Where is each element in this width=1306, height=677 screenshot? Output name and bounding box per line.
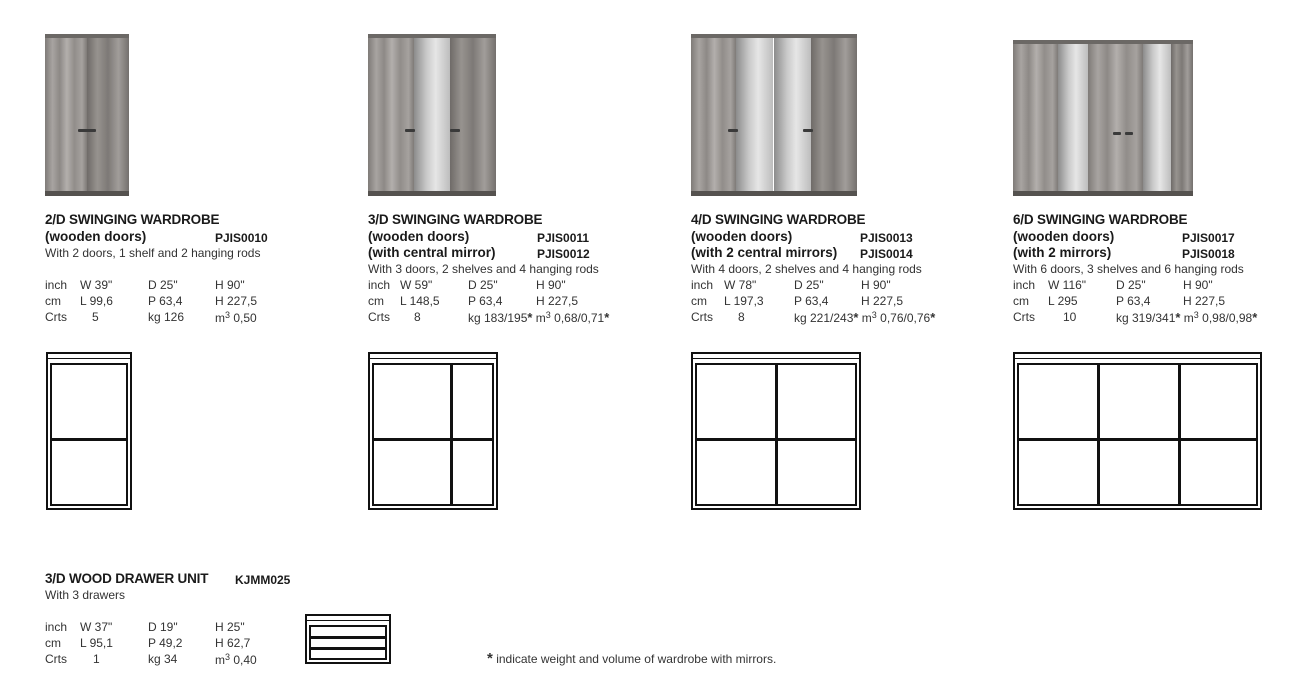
asterisk-mark: * bbox=[930, 310, 936, 325]
asterisk-mark: * bbox=[527, 310, 533, 325]
width-value: L 197,3 bbox=[724, 294, 764, 308]
wardrobe-4d-diagram bbox=[691, 352, 861, 510]
weight-value: kg 126 bbox=[148, 310, 185, 324]
volume-number: 0,50 bbox=[233, 311, 257, 325]
depth-value: D 25" bbox=[1116, 278, 1146, 292]
drawer-unit-code: KJMM025 bbox=[235, 573, 291, 587]
volume-number: 0,40 bbox=[233, 653, 257, 667]
height-value: H 25" bbox=[215, 620, 245, 634]
crts-label: Crts bbox=[691, 310, 713, 324]
product-variant-2: (with 2 mirrors) bbox=[1013, 245, 1112, 260]
product-variant-1: (wooden doors) bbox=[45, 229, 147, 244]
volume-unit-sup: 3 bbox=[1193, 310, 1199, 320]
unit-label: inch bbox=[1013, 278, 1036, 292]
door-panel bbox=[695, 439, 777, 506]
unit-label: inch bbox=[45, 278, 68, 292]
product-description: With 6 doors, 3 shelves and 6 hanging rods bbox=[1013, 262, 1244, 276]
door-panel bbox=[1017, 363, 1099, 440]
product-code-1: PJIS0011 bbox=[537, 231, 590, 245]
footnote-text: indicate weight and volume of wardrobe with mirrors. bbox=[496, 652, 777, 666]
wardrobe-6d-diagram bbox=[1013, 352, 1262, 510]
width-value: L 99,6 bbox=[80, 294, 113, 308]
footnote bbox=[487, 650, 776, 667]
volume-number: 0,98/0,98 bbox=[1202, 311, 1253, 325]
product-variant-2: (with central mirror) bbox=[368, 245, 496, 260]
width-value: L 295 bbox=[1048, 294, 1078, 308]
door-panel bbox=[50, 439, 128, 506]
unit-label: cm bbox=[691, 294, 707, 308]
product-description: With 2 doors, 1 shelf and 2 hanging rods bbox=[45, 246, 261, 260]
weight-value: kg 34 bbox=[148, 652, 178, 666]
volume-number: 0,76/0,76 bbox=[880, 311, 931, 325]
unit-label: inch bbox=[45, 620, 68, 634]
volume-unit: m bbox=[215, 311, 225, 325]
volume-unit-sup: 3 bbox=[225, 310, 231, 320]
depth-value: D 25" bbox=[794, 278, 824, 292]
door-panel bbox=[1179, 439, 1258, 506]
door-panel bbox=[50, 363, 128, 440]
asterisk-mark: * bbox=[1175, 310, 1181, 325]
volume-number: 0,68/0,71 bbox=[554, 311, 605, 325]
depth-value: P 63,4 bbox=[794, 294, 829, 308]
drawer-unit-title: 3/D WOOD DRAWER UNIT bbox=[45, 571, 209, 586]
depth-value: P 63,4 bbox=[1116, 294, 1151, 308]
width-value: W 116" bbox=[1048, 278, 1087, 292]
product-title: 4/D SWINGING WARDROBE bbox=[691, 212, 866, 227]
width-value: W 37" bbox=[80, 620, 113, 634]
door-panel bbox=[372, 363, 452, 440]
drawer-panel bbox=[309, 648, 387, 660]
volume-unit: m bbox=[1183, 311, 1194, 325]
volume-value bbox=[215, 652, 257, 667]
door-panel bbox=[776, 363, 857, 440]
weight-value bbox=[468, 310, 609, 325]
product-code-2: PJIS0012 bbox=[537, 247, 590, 261]
asterisk-mark: * bbox=[1252, 310, 1258, 325]
product-variant-2: (with 2 central mirrors) bbox=[691, 245, 838, 260]
volume-unit: m bbox=[861, 311, 872, 325]
wardrobe-6d-photo bbox=[1013, 40, 1193, 196]
crts-label: Crts bbox=[1013, 310, 1035, 324]
height-value: H 227,5 bbox=[536, 294, 579, 308]
product-code-1: PJIS0013 bbox=[860, 231, 913, 245]
weight-number: kg 221/243 bbox=[794, 311, 854, 325]
height-value: H 227,5 bbox=[215, 294, 258, 308]
wardrobe-3d-photo bbox=[368, 34, 496, 196]
product-description: With 3 doors, 2 shelves and 4 hanging rods bbox=[368, 262, 599, 276]
door-panel bbox=[1017, 439, 1099, 506]
crts-label: Crts bbox=[368, 310, 390, 324]
product-variant-1: (wooden doors) bbox=[1013, 229, 1115, 244]
door-panel bbox=[372, 439, 452, 506]
width-value: L 95,1 bbox=[80, 636, 113, 650]
crts-label: Crts bbox=[45, 652, 67, 666]
crts-value: 8 bbox=[738, 310, 745, 324]
depth-value: P 63,4 bbox=[468, 294, 503, 308]
product-title: 3/D SWINGING WARDROBE bbox=[368, 212, 543, 227]
height-value: H 90" bbox=[1183, 278, 1213, 292]
door-panel bbox=[1098, 363, 1180, 440]
depth-value: D 19" bbox=[148, 620, 178, 634]
depth-value: D 25" bbox=[148, 278, 178, 292]
volume-unit: m bbox=[215, 653, 225, 667]
product-variant-1: (wooden doors) bbox=[691, 229, 793, 244]
product-code-2: PJIS0018 bbox=[1182, 247, 1235, 261]
door-panel bbox=[1179, 363, 1258, 440]
crts-value: 10 bbox=[1063, 310, 1077, 324]
asterisk-mark: * bbox=[487, 650, 493, 667]
product-title: 6/D SWINGING WARDROBE bbox=[1013, 212, 1188, 227]
unit-label: cm bbox=[45, 294, 61, 308]
door-panel bbox=[451, 439, 494, 506]
height-value: H 62,7 bbox=[215, 636, 251, 650]
drawer-unit-description: With 3 drawers bbox=[45, 588, 126, 602]
width-value: W 78" bbox=[724, 278, 757, 292]
depth-value: P 49,2 bbox=[148, 636, 183, 650]
crts-value: 1 bbox=[93, 652, 100, 666]
product-description: With 4 doors, 2 shelves and 4 hanging rods bbox=[691, 262, 922, 276]
weight-number: kg 319/341 bbox=[1116, 311, 1176, 325]
height-value: H 227,5 bbox=[861, 294, 904, 308]
asterisk-mark: * bbox=[604, 310, 610, 325]
volume-unit-sup: 3 bbox=[545, 310, 551, 320]
product-title: 2/D SWINGING WARDROBE bbox=[45, 212, 220, 227]
weight-number: kg 183/195 bbox=[468, 311, 528, 325]
unit-label: cm bbox=[45, 636, 61, 650]
unit-label: cm bbox=[1013, 294, 1029, 308]
height-value: H 90" bbox=[861, 278, 891, 292]
volume-unit-sup: 3 bbox=[871, 310, 877, 320]
unit-label: inch bbox=[691, 278, 714, 292]
wardrobe-3d-diagram bbox=[368, 352, 498, 510]
volume-value bbox=[215, 310, 257, 325]
product-code-2: PJIS0014 bbox=[860, 247, 913, 261]
product-code-1: PJIS0010 bbox=[215, 231, 268, 245]
product-code-1: PJIS0017 bbox=[1182, 231, 1235, 245]
door-panel bbox=[451, 363, 494, 440]
weight-value bbox=[794, 310, 935, 325]
door-panel bbox=[695, 363, 777, 440]
product-variant-1: (wooden doors) bbox=[368, 229, 470, 244]
depth-value: D 25" bbox=[468, 278, 498, 292]
door-panel bbox=[1098, 439, 1180, 506]
height-value: H 90" bbox=[536, 278, 566, 292]
asterisk-mark: * bbox=[853, 310, 859, 325]
width-value: L 148,5 bbox=[400, 294, 440, 308]
wardrobe-2d-photo bbox=[45, 34, 129, 196]
crts-value: 5 bbox=[92, 310, 99, 324]
unit-label: inch bbox=[368, 278, 391, 292]
wardrobe-4d-photo bbox=[691, 34, 857, 196]
crts-value: 8 bbox=[414, 310, 421, 324]
crts-label: Crts bbox=[45, 310, 67, 324]
volume-unit: m bbox=[535, 311, 546, 325]
unit-label: cm bbox=[368, 294, 384, 308]
weight-value bbox=[1116, 310, 1257, 325]
width-value: W 39" bbox=[80, 278, 113, 292]
height-value: H 90" bbox=[215, 278, 245, 292]
depth-value: P 63,4 bbox=[148, 294, 183, 308]
drawer-unit-diagram bbox=[305, 614, 391, 664]
door-panel bbox=[776, 439, 857, 506]
volume-unit-sup: 3 bbox=[225, 652, 231, 662]
wardrobe-2d-diagram bbox=[46, 352, 132, 510]
width-value: W 59" bbox=[400, 278, 433, 292]
height-value: H 227,5 bbox=[1183, 294, 1226, 308]
